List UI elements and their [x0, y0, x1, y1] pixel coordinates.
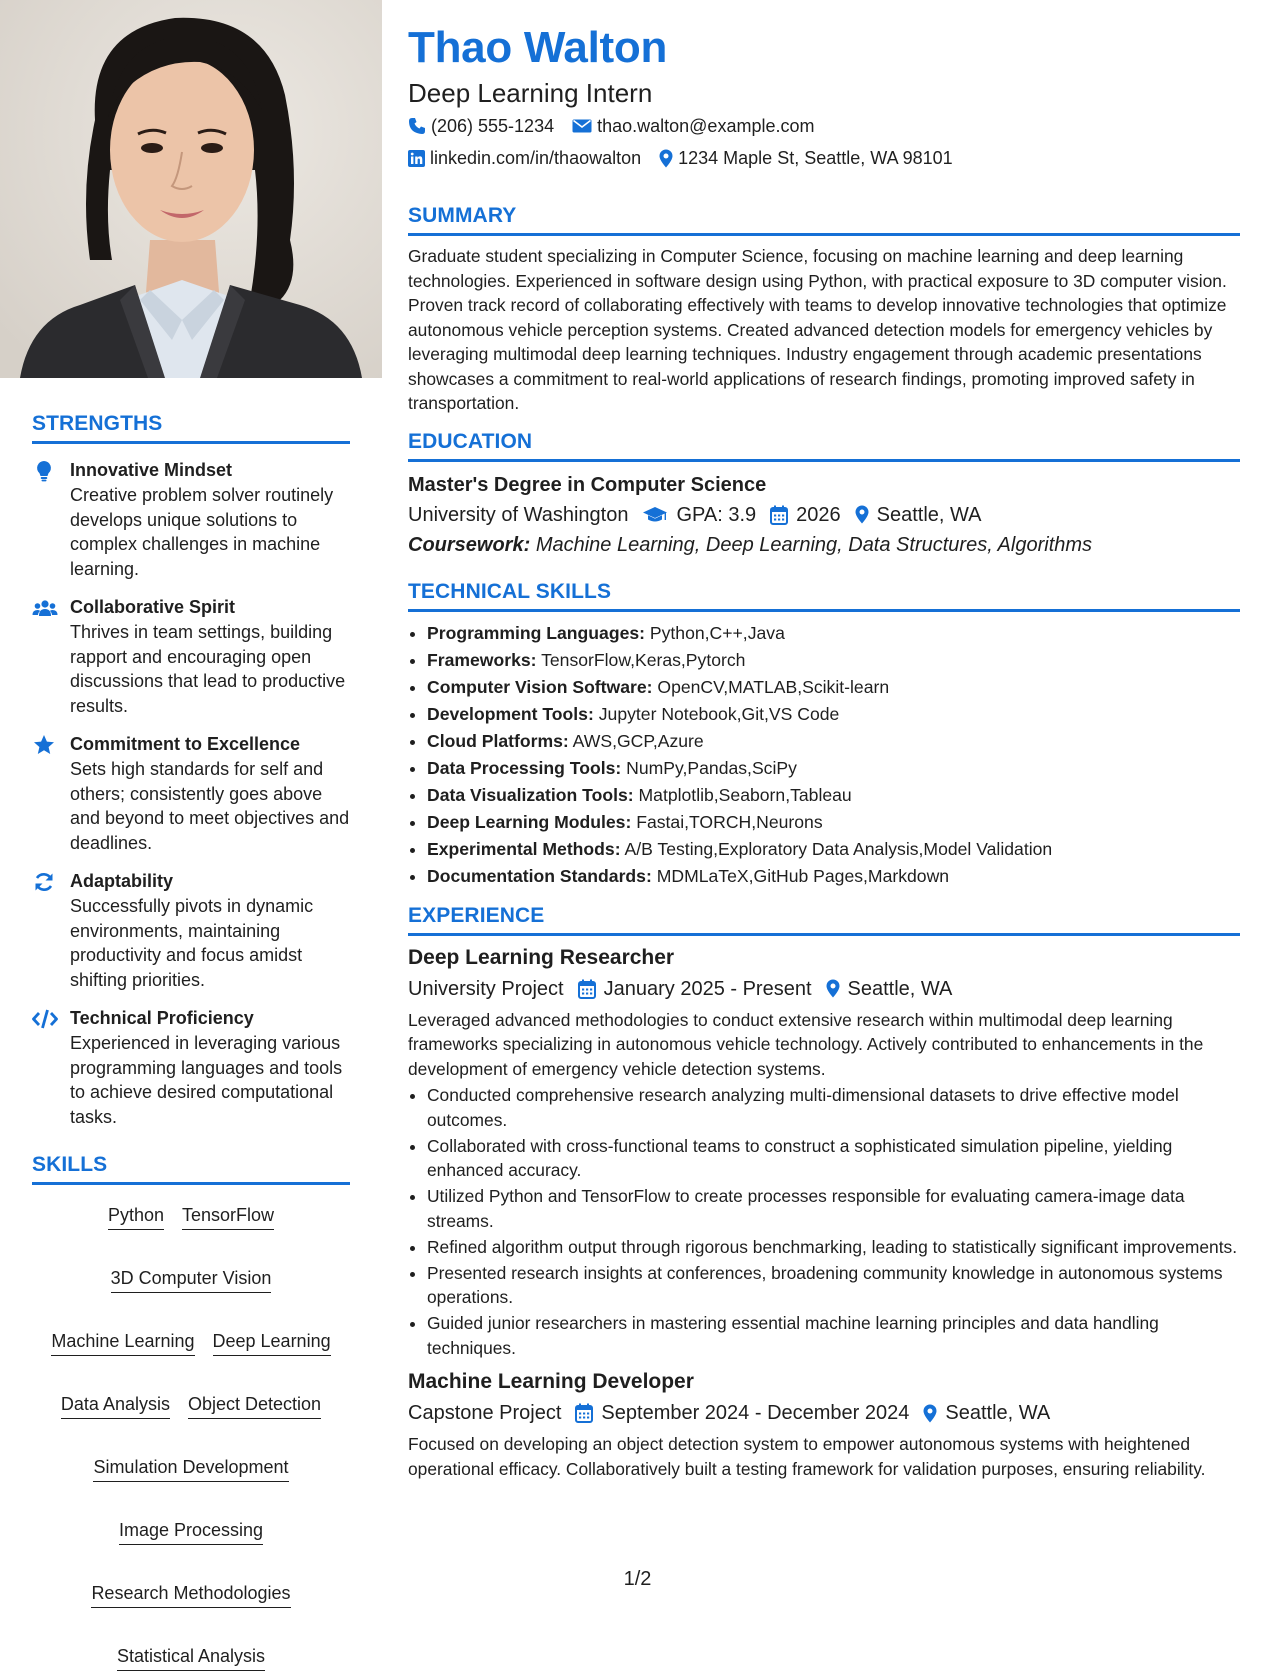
tech-skill-value: AWS,GCP,Azure: [572, 730, 704, 751]
experience-dates: [578, 974, 812, 1004]
experience-bullet: • Conducted comprehensive research analyzing multi-dimensional datasets to drive effective model outcomes.: [427, 1083, 1240, 1132]
phone-text: (206) 555-1234: [431, 116, 555, 136]
tech-skill-value: NumPy,Pandas,SciPy: [626, 757, 797, 778]
technical-skills-heading: TECHNICAL SKILLS: [408, 580, 1240, 612]
skill-tag: Statistical Analysis: [117, 1644, 265, 1671]
graduation-year: [770, 500, 841, 530]
strength-item: [32, 869, 350, 992]
year-text: 2026: [796, 503, 841, 526]
contact-row: [408, 142, 1240, 174]
code-icon: [32, 1008, 56, 1030]
experience-title: Deep Learning Researcher: [408, 945, 675, 969]
experience-desc: Focused on developing an object detection system to empower autonomous systems with heightened operational efficacy. Collaboratively built a testing framework for validation purposes, ensuring reliability.: [408, 1434, 1206, 1479]
calendar-icon: [770, 505, 788, 525]
gpa-text: GPA: 3.9: [676, 503, 757, 526]
skills-list: [32, 1203, 350, 1671]
summary-text: Graduate student specializing in Computer Science, focusing on machine learning and deep learning technologies. Experienced in software design using Python, with practical exposure to 3D computer vision. Proven track record of collaborating effectively with teams to develop innovative technologies that optimize autonomous vehicle perception systems. Created advanced detection models for emergency vehicles by leveraging multimodal deep learning techniques. Industry engagement through academic presentations showcases a commitment to real-world applications of research findings, promoting improved safety in transportation.: [408, 246, 1227, 413]
tech-skill-label: Frameworks:: [427, 649, 537, 670]
right-column: [408, 20, 1240, 1481]
phone-contact[interactable]: [408, 110, 554, 142]
skill-tag: Data Analysis: [61, 1392, 170, 1419]
strengths-list: [32, 458, 350, 1129]
strength-title: Commitment to Excellence: [70, 734, 301, 754]
skills-heading: SKILLS: [32, 1153, 350, 1185]
tech-skill-item: [427, 836, 1240, 863]
tech-skill-value: MDMLaTeX,GitHub Pages,Markdown: [656, 865, 950, 886]
phone-icon: [408, 117, 426, 135]
left-column: [32, 412, 350, 1671]
coursework-text: Machine Learning, Deep Learning, Data Structures, Algorithms: [535, 533, 1093, 556]
tech-skill-label: Programming Languages:: [427, 622, 645, 643]
experience-bullet: • Presented research insights at conferences, broadening community knowledge in autonomous systems operations.: [427, 1261, 1240, 1310]
experience-bullet: • Utilized Python and TensorFlow to create processes responsible for evaluating camera-image data streams.: [427, 1184, 1240, 1233]
experience-heading: EXPERIENCE: [408, 904, 1240, 936]
email-contact[interactable]: [572, 110, 814, 142]
experience-location: [826, 974, 953, 1004]
coursework: [408, 530, 1240, 560]
experience-entry: [408, 1366, 1240, 1481]
tech-skill-item: [427, 755, 1240, 782]
calendar-icon: [575, 1403, 593, 1423]
strength-item: [32, 1006, 350, 1129]
tech-skill-label: Data Visualization Tools:: [427, 784, 634, 805]
tech-skill-value: A/B Testing,Exploratory Data Analysis,Model Validation: [624, 838, 1053, 859]
school-name: University of Washington: [408, 503, 629, 526]
location-text: Seattle, WA: [876, 503, 982, 526]
tech-skill-value: TensorFlow,Keras,Pytorch: [541, 649, 746, 670]
tech-skill-item: [427, 863, 1240, 890]
summary-heading: SUMMARY: [408, 204, 1240, 236]
strength-title: Technical Proficiency: [70, 1008, 254, 1028]
tech-skill-label: Development Tools:: [427, 703, 594, 724]
map-pin-icon: [923, 1404, 937, 1423]
map-pin-icon: [659, 149, 673, 168]
calendar-icon: [578, 979, 596, 999]
degree-title: Master's Degree in Computer Science: [408, 473, 767, 496]
tech-skill-label: Computer Vision Software:: [427, 676, 653, 697]
lightbulb-icon: [32, 460, 56, 482]
linkedin-contact[interactable]: [408, 142, 641, 174]
tech-skill-label: Cloud Platforms:: [427, 730, 569, 751]
tech-skill-item: [427, 647, 1240, 674]
experience-entry: [408, 942, 1240, 1361]
linkedin-text: linkedin.com/in/thaowalton: [430, 148, 642, 168]
address-text: 1234 Maple St, Seattle, WA 98101: [678, 148, 953, 168]
strength-item: [32, 458, 350, 581]
strength-desc: Creative problem solver routinely develops unique solutions to complex challenges in machine learning.: [70, 485, 334, 579]
tech-skill-value: Python,C++,Java: [649, 622, 785, 643]
page-number: 1/2: [623, 1568, 652, 1590]
sync-icon: [32, 871, 56, 893]
location-text: Seattle, WA: [847, 977, 953, 1000]
experience-bullet: • Refined algorithm output through rigorous benchmarking, leading to statistically significant improvements.: [427, 1235, 1240, 1260]
experience-bullets: [408, 1083, 1240, 1360]
tech-skill-value: Jupyter Notebook,Git,VS Code: [598, 703, 840, 724]
experience-org: Capstone Project: [408, 1402, 562, 1424]
skill-tag: Image Processing: [119, 1518, 263, 1545]
tech-skill-item: [427, 728, 1240, 755]
skill-tag: Simulation Development: [93, 1455, 288, 1482]
tech-skill-item: [427, 674, 1240, 701]
education-location: [855, 500, 982, 530]
education-heading: EDUCATION: [408, 430, 1240, 462]
skill-tag: Machine Learning: [51, 1329, 194, 1356]
map-pin-icon: [826, 979, 840, 998]
graduation-cap-icon: [642, 506, 668, 524]
tech-skill-label: Experimental Methods:: [427, 838, 621, 859]
location-text: Seattle, WA: [945, 1402, 1051, 1424]
tech-skill-item: [427, 701, 1240, 728]
dates-text: September 2024 - December 2024: [601, 1402, 910, 1424]
experience-bullet: • Collaborated with cross-functional teams to construct a sophisticated simulation pipeline, yielding enhanced accuracy.: [427, 1134, 1240, 1183]
tech-skill-item: [427, 782, 1240, 809]
candidate-name: Thao Walton: [408, 23, 668, 72]
gpa: [642, 500, 756, 530]
experience-org: University Project: [408, 977, 564, 1000]
strength-title: Adaptability: [70, 871, 174, 891]
technical-skills-list: [408, 620, 1240, 890]
coursework-label: Coursework:: [408, 533, 531, 556]
email-text: thao.walton@example.com: [597, 116, 815, 136]
skill-tag: Python: [108, 1203, 164, 1230]
star-icon: [32, 734, 56, 756]
tech-skill-label: Data Processing Tools:: [427, 757, 622, 778]
experience-desc: Leveraged advanced methodologies to conduct extensive research within multimodal deep learning frameworks specializing in autonomous vehicle technology. Actively contributed to enhancements in the development of emergency vehicle detection systems.: [408, 1009, 1204, 1079]
envelope-icon: [572, 118, 592, 134]
experience-meta: [408, 1398, 1240, 1428]
strength-desc: Sets high standards for self and others; consistently goes above and beyond to meet objectives and deadlines.: [70, 759, 350, 853]
skill-tag: Object Detection: [188, 1392, 321, 1419]
tech-skill-value: Fastai,TORCH,Neurons: [636, 811, 823, 832]
strength-title: Collaborative Spirit: [70, 597, 236, 617]
strength-desc: Experienced in leveraging various programming languages and tools to achieve desired computational tasks.: [70, 1033, 343, 1127]
tech-skill-label: Documentation Standards:: [427, 865, 652, 886]
experience-title: Machine Learning Developer: [408, 1370, 694, 1393]
skill-tag: TensorFlow: [182, 1203, 274, 1230]
strengths-heading: STRENGTHS: [32, 412, 350, 444]
tech-skill-item: [427, 809, 1240, 836]
experience-dates: [575, 1398, 909, 1428]
dates-text: January 2025 - Present: [603, 977, 812, 1000]
tech-skill-label: Deep Learning Modules:: [427, 811, 632, 832]
skill-tag: Deep Learning: [213, 1329, 331, 1356]
tech-skill-item: [427, 620, 1240, 647]
experience-location: [923, 1398, 1050, 1428]
contact-row: [408, 110, 1240, 142]
tech-skill-value: Matplotlib,Seaborn,Tableau: [638, 784, 852, 805]
job-title: Deep Learning Intern: [408, 78, 653, 108]
users-icon: [32, 597, 56, 619]
skill-tag: Research Methodologies: [91, 1581, 290, 1608]
address-contact: [659, 142, 953, 174]
map-pin-icon: [855, 505, 869, 524]
strength-title: Innovative Mindset: [70, 460, 233, 480]
linkedin-icon: [408, 150, 425, 167]
tech-skill-value: OpenCV,MATLAB,Scikit-learn: [657, 676, 890, 697]
experience-bullet: • Guided junior researchers in mastering essential machine learning principles and data handling techniques.: [427, 1311, 1240, 1360]
strength-desc: Thrives in team settings, building rapport and encouraging open discussions that lead to productive results.: [70, 622, 346, 716]
experience-meta: [408, 974, 1240, 1004]
strength-desc: Successfully pivots in dynamic environments, maintaining productivity and focus amidst shifting priorities.: [70, 896, 314, 990]
education-meta: [408, 500, 1240, 530]
skill-tag: 3D Computer Vision: [111, 1266, 272, 1293]
strength-item: [32, 732, 350, 855]
strength-item: [32, 595, 350, 718]
profile-photo: [0, 0, 382, 378]
